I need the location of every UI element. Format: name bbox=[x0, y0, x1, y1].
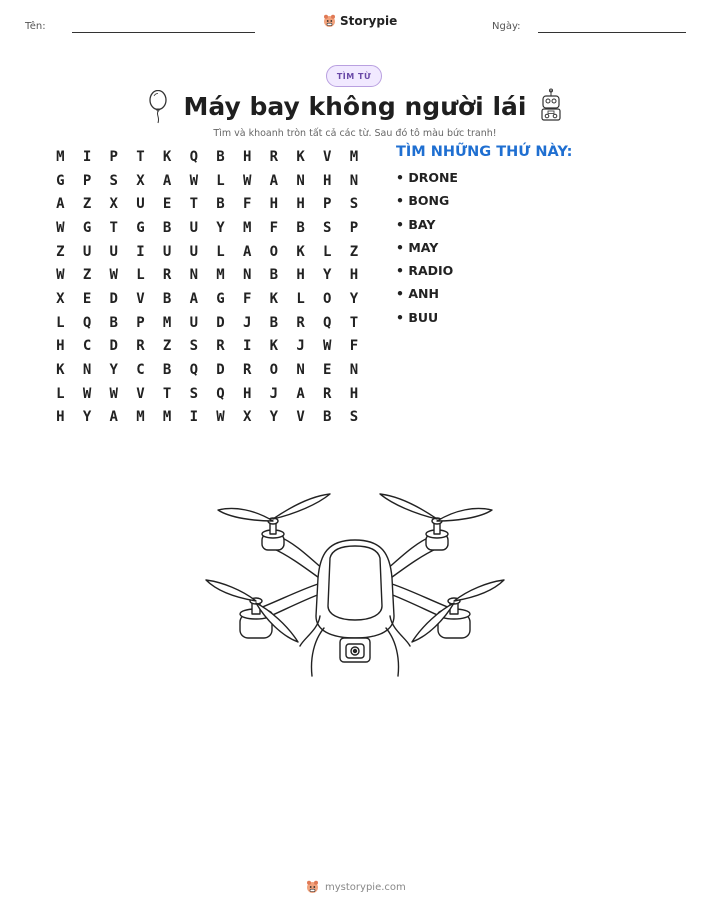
storypie-logo-icon bbox=[306, 880, 319, 894]
grid-cell[interactable]: B bbox=[296, 219, 305, 236]
grid-cell[interactable]: W bbox=[56, 267, 65, 284]
grid-cell[interactable]: H bbox=[323, 172, 332, 189]
grid-cell[interactable]: Z bbox=[82, 267, 92, 284]
word-list-heading: TÌM NHỮNG THỨ NÀY: bbox=[396, 144, 573, 160]
grid-cell[interactable]: H bbox=[242, 148, 252, 165]
name-line[interactable] bbox=[72, 32, 255, 33]
grid-cell[interactable]: S bbox=[109, 172, 118, 189]
grid-cell[interactable]: A bbox=[56, 196, 65, 213]
grid-cell[interactable]: C bbox=[136, 362, 145, 379]
grid-cell[interactable]: L bbox=[296, 290, 305, 307]
grid-cell[interactable]: U bbox=[189, 243, 198, 260]
grid-cell[interactable]: R bbox=[216, 338, 225, 355]
word-item: • MAY bbox=[396, 239, 439, 255]
grid-cell[interactable]: Y bbox=[109, 362, 118, 379]
grid-cell[interactable]: Y bbox=[82, 409, 92, 426]
grid-cell[interactable]: W bbox=[189, 172, 198, 189]
grid-cell[interactable]: P bbox=[136, 314, 145, 331]
grid-cell[interactable]: B bbox=[323, 409, 332, 426]
date-label: Ngày: bbox=[492, 21, 521, 32]
grid-cell[interactable]: F bbox=[269, 219, 279, 236]
balloon-icon bbox=[147, 90, 171, 124]
grid-cell[interactable]: N bbox=[349, 172, 359, 189]
grid-cell[interactable]: A bbox=[242, 243, 252, 260]
grid-cell[interactable]: E bbox=[162, 196, 172, 213]
grid-cell[interactable]: A bbox=[269, 172, 279, 189]
page-title: Máy bay không người lái bbox=[183, 92, 527, 121]
grid-cell[interactable]: Z bbox=[162, 338, 172, 355]
grid-cell[interactable]: A bbox=[189, 290, 198, 307]
grid-cell[interactable]: T bbox=[349, 314, 359, 331]
grid-cell[interactable]: B bbox=[162, 219, 172, 236]
grid-cell[interactable]: K bbox=[56, 362, 65, 379]
grid-cell[interactable]: A bbox=[162, 172, 172, 189]
grid-cell[interactable]: G bbox=[216, 290, 225, 307]
word-item: • DRONE bbox=[396, 170, 458, 185]
grid-cell[interactable]: H bbox=[296, 196, 305, 213]
grid-cell[interactable]: N bbox=[296, 362, 305, 379]
name-label: Tên: bbox=[25, 21, 46, 32]
grid-cell[interactable]: D bbox=[109, 338, 118, 355]
grid-cell[interactable]: V bbox=[136, 290, 145, 307]
grid-cell[interactable]: G bbox=[82, 219, 92, 236]
grid-cell[interactable]: N bbox=[242, 267, 252, 284]
grid-cell[interactable]: Z bbox=[82, 196, 92, 213]
grid-cell[interactable]: Q bbox=[82, 314, 92, 331]
grid-cell[interactable]: Z bbox=[56, 243, 65, 260]
grid-cell[interactable]: W bbox=[56, 219, 65, 236]
grid-cell[interactable]: L bbox=[136, 267, 145, 284]
grid-cell[interactable]: I bbox=[136, 243, 145, 260]
grid-cell[interactable]: Q bbox=[189, 148, 198, 165]
grid-cell[interactable]: Y bbox=[216, 219, 225, 236]
grid-cell[interactable]: S bbox=[349, 409, 359, 426]
grid-cell[interactable]: R bbox=[269, 148, 279, 165]
grid-cell[interactable]: Q bbox=[216, 385, 225, 402]
grid-cell[interactable]: P bbox=[323, 196, 332, 213]
word-item: • RADIO bbox=[396, 263, 454, 279]
grid-cell[interactable]: U bbox=[189, 219, 198, 236]
grid-cell[interactable]: O bbox=[269, 362, 279, 379]
grid-cell[interactable]: U bbox=[136, 196, 145, 213]
grid-cell[interactable]: H bbox=[349, 267, 359, 284]
grid-cell[interactable]: T bbox=[136, 148, 145, 165]
grid-cell[interactable]: R bbox=[136, 338, 145, 355]
grid-cell[interactable]: M bbox=[349, 148, 359, 165]
grid-cell[interactable]: X bbox=[136, 172, 145, 189]
grid-cell[interactable]: E bbox=[323, 362, 332, 379]
grid-cell[interactable]: H bbox=[349, 385, 359, 402]
grid-cell[interactable]: T bbox=[189, 196, 198, 213]
grid-cell[interactable]: B bbox=[216, 196, 225, 213]
grid-cell[interactable]: S bbox=[189, 385, 198, 402]
footer-url[interactable]: mystorypie.com bbox=[325, 881, 406, 893]
footer bbox=[306, 880, 406, 894]
date-line[interactable] bbox=[538, 32, 686, 33]
grid-cell[interactable]: T bbox=[162, 385, 172, 402]
grid-cell[interactable]: M bbox=[216, 267, 225, 284]
grid-cell[interactable]: U bbox=[109, 243, 118, 260]
grid-cell[interactable]: M bbox=[162, 409, 172, 426]
drone-illustration bbox=[200, 488, 510, 680]
grid-cell[interactable]: R bbox=[242, 362, 252, 379]
grid-cell[interactable]: A bbox=[109, 409, 118, 426]
grid-cell[interactable]: N bbox=[189, 267, 198, 284]
grid-cell[interactable]: K bbox=[296, 243, 305, 260]
grid-cell[interactable]: H bbox=[56, 409, 65, 426]
grid-cell[interactable]: W bbox=[82, 385, 92, 402]
grid-cell[interactable]: Z bbox=[349, 243, 359, 260]
grid-cell[interactable]: P bbox=[349, 219, 359, 236]
grid-cell[interactable]: W bbox=[109, 385, 118, 402]
letter-grid bbox=[47, 145, 367, 429]
grid-cell[interactable]: Y bbox=[349, 290, 359, 307]
grid-cell[interactable]: N bbox=[349, 362, 359, 379]
grid-cell[interactable]: B bbox=[216, 148, 225, 165]
word-list bbox=[396, 170, 458, 333]
grid-cell[interactable]: H bbox=[269, 196, 279, 213]
grid-cell[interactable]: J bbox=[296, 338, 305, 355]
grid-cell[interactable]: V bbox=[136, 385, 145, 402]
grid-cell[interactable]: D bbox=[109, 290, 118, 307]
grid-cell[interactable]: O bbox=[269, 243, 279, 260]
grid-cell[interactable]: J bbox=[242, 314, 252, 331]
word-item: • ANH bbox=[396, 286, 439, 302]
grid-cell[interactable]: M bbox=[56, 148, 65, 165]
grid-cell[interactable]: Y bbox=[269, 409, 279, 426]
grid-cell[interactable]: S bbox=[349, 196, 359, 213]
grid-cell[interactable]: K bbox=[269, 338, 279, 355]
word-item: • BUU bbox=[396, 309, 439, 325]
grid-cell[interactable]: J bbox=[269, 385, 279, 402]
grid-cell[interactable]: L bbox=[56, 314, 65, 331]
grid-cell[interactable]: W bbox=[216, 409, 225, 426]
grid-cell[interactable]: G bbox=[136, 219, 145, 236]
grid-cell[interactable]: M bbox=[162, 314, 172, 331]
grid-cell[interactable]: I bbox=[189, 409, 198, 426]
grid-cell[interactable]: B bbox=[269, 267, 279, 284]
grid-cell[interactable]: I bbox=[242, 338, 252, 355]
brand-name: Storypie bbox=[340, 14, 398, 28]
grid-cell[interactable]: C bbox=[82, 338, 92, 355]
grid-cell[interactable]: P bbox=[82, 172, 92, 189]
grid-cell[interactable]: V bbox=[323, 148, 332, 165]
grid-cell[interactable]: L bbox=[56, 385, 65, 402]
grid-cell[interactable]: A bbox=[296, 385, 305, 402]
grid-cell[interactable]: S bbox=[323, 219, 332, 236]
grid-cell[interactable]: K bbox=[162, 148, 172, 165]
grid-cell[interactable]: B bbox=[109, 314, 118, 331]
word-item: • BAY bbox=[396, 216, 436, 232]
grid-cell[interactable]: I bbox=[82, 148, 92, 165]
grid-cell[interactable]: Q bbox=[189, 362, 198, 379]
word-item: • BONG bbox=[396, 193, 450, 209]
grid-cell[interactable]: W bbox=[109, 267, 118, 284]
grid-cell[interactable]: L bbox=[323, 243, 332, 260]
grid-cell[interactable]: F bbox=[349, 338, 359, 355]
grid-cell[interactable]: U bbox=[162, 243, 172, 260]
grid-cell[interactable]: R bbox=[323, 385, 332, 402]
grid-cell[interactable]: R bbox=[296, 314, 305, 331]
grid-cell[interactable]: H bbox=[242, 385, 252, 402]
brand-header bbox=[323, 14, 397, 28]
grid-cell[interactable]: E bbox=[82, 290, 92, 307]
grid-cell[interactable]: H bbox=[296, 267, 305, 284]
grid-cell[interactable]: B bbox=[162, 362, 172, 379]
grid-cell[interactable]: F bbox=[242, 196, 252, 213]
grid-cell[interactable]: X bbox=[109, 196, 118, 213]
grid-cell[interactable]: N bbox=[296, 172, 305, 189]
grid-cell[interactable]: T bbox=[109, 219, 118, 236]
grid-cell[interactable]: H bbox=[56, 338, 65, 355]
storypie-logo-icon bbox=[323, 14, 336, 28]
grid-cell[interactable]: B bbox=[269, 314, 279, 331]
grid-cell[interactable]: P bbox=[109, 148, 118, 165]
grid-cell[interactable]: B bbox=[162, 290, 172, 307]
grid-cell[interactable]: V bbox=[296, 409, 305, 426]
grid-cell[interactable]: U bbox=[189, 314, 198, 331]
grid-cell[interactable]: R bbox=[162, 267, 172, 284]
grid-cell[interactable]: U bbox=[82, 243, 92, 260]
grid-cell[interactable]: X bbox=[56, 290, 65, 307]
grid-cell[interactable]: D bbox=[216, 362, 225, 379]
grid-cell[interactable]: F bbox=[242, 290, 252, 307]
grid-cell[interactable]: Y bbox=[323, 267, 332, 284]
grid-cell[interactable]: N bbox=[82, 362, 92, 379]
grid-cell[interactable]: D bbox=[216, 314, 225, 331]
grid-cell[interactable]: G bbox=[56, 172, 65, 189]
grid-cell[interactable]: L bbox=[216, 172, 225, 189]
grid-cell[interactable]: W bbox=[242, 172, 252, 189]
grid-cell[interactable]: X bbox=[242, 409, 252, 426]
robot-icon bbox=[538, 88, 564, 124]
grid-cell[interactable]: O bbox=[323, 290, 332, 307]
grid-cell[interactable]: K bbox=[269, 290, 279, 307]
grid-cell[interactable]: M bbox=[242, 219, 252, 236]
grid-cell[interactable]: S bbox=[189, 338, 198, 355]
grid-cell[interactable]: K bbox=[296, 148, 305, 165]
grid-cell[interactable]: M bbox=[136, 409, 145, 426]
instructions: Tìm và khoanh tròn tất cả các từ. Sau đó tô màu bức tranh! bbox=[213, 128, 497, 139]
grid-cell[interactable]: L bbox=[216, 243, 225, 260]
grid-cell[interactable]: Q bbox=[323, 314, 332, 331]
word-search-badge: TÌM TỪ bbox=[326, 65, 382, 87]
grid-cell[interactable]: W bbox=[323, 338, 332, 355]
